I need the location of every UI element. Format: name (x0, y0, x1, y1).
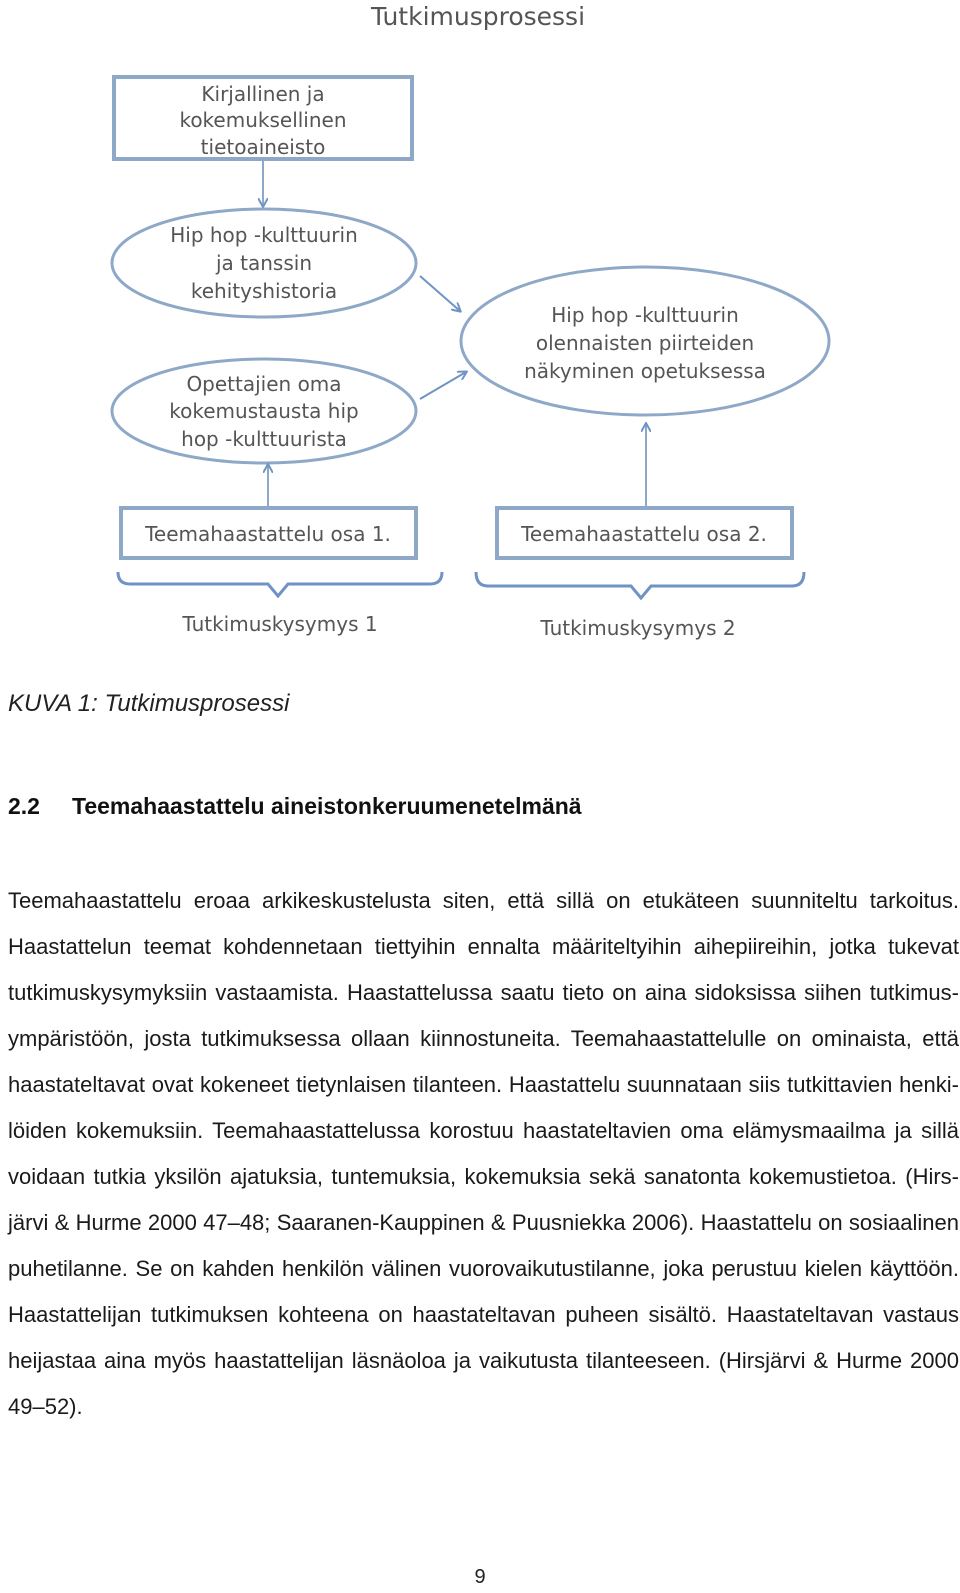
history-label-line3: kehityshistoria (190, 279, 338, 303)
research-question-2-label: Tutkimuskysymys 2 (540, 616, 736, 640)
source-material-label-line2: kokemuksellinen (179, 108, 347, 132)
history-label-line2: ja tanssin (215, 251, 313, 275)
history-label-line1: Hip hop -kulttuurin (170, 223, 358, 247)
figure-caption: KUVA 1: Tutkimusprosessi (8, 690, 290, 717)
interview-part2-label: Teemahaastattelu osa 2. (521, 522, 767, 546)
source-material-label-line3: tietoaineisto (200, 135, 326, 159)
result-label-line3: näkyminen opetuksessa (524, 359, 766, 383)
brace-question-1 (118, 572, 442, 596)
brace-question-2 (476, 572, 804, 598)
teachers-label-line3: hop -kulttuurista (181, 427, 347, 451)
section-number: 2.2 (8, 793, 40, 819)
source-material-label-line1: Kirjallinen ja (201, 82, 325, 106)
result-label-line1: Hip hop -kulttuurin (551, 303, 739, 327)
body-paragraph: Teemahaastattelu eroaa arkikeskustelusta siten, että sillä on etukäteen suunniteltu tarkoitus. Haastattelun teemat kohdennetaan tiettyihin ennalta määriteltyihin aihepiireihin, jotka tukevat tutkimuskysymyksiin vastaamista. Haastattelussa saatu tieto on aina sidoksissa siihen tutkimusympäristöön, josta tutkimuksessa ollaan kiinnostuneita. Teemahaastattelulle on ominaista, että haastateltavat ovat kokeneet tietynlaisen tilanteen. Haastattelu suunnataan siis tutkittavien henkilöiden kokemuksiin. Teemahaastattelussa korostuu haastateltavien oma elämysmaailma ja sillä voidaan tutkia yksilön ajatuksia, tuntemuksia, kokemuksia sekä sanatonta kokemustietoa. (Hirsjärvi & Hurme 2000 47–48; Saaranen-Kauppinen & Puusniekka 2006). Haastattelu on sosiaalinen puhetilanne. Se on kahden henkilön välinen vuorovaikutustilanne, joka perustuu kielen käyttöön. Haastattelijan tutkimuksen kohteena on haastateltavan puheen sisältö. Haastateltavan vastaus heijastaa aina myös haastattelijan läsnäoloa ja vaikutusta tilanteeseen. (Hirsjärvi & Hurme 2000 49–52). (8, 888, 959, 1419)
section-heading (8, 793, 582, 820)
research-process-diagram (0, 0, 960, 660)
page-number: 9 (474, 1566, 486, 1588)
result-label-line2: olennaisten piirteiden (535, 331, 755, 355)
research-question-1-label: Tutkimuskysymys 1 (182, 612, 378, 636)
diagram-canvas (0, 0, 960, 660)
teachers-label-line2: kokemustausta hip (169, 399, 359, 423)
arrow-teachers-to-result (420, 372, 466, 399)
diagram-title: Tutkimusprosessi (370, 2, 586, 31)
section-title: Teemahaastattelu aineistonkeruumenetelmänä (72, 793, 582, 819)
interview-part1-label: Teemahaastattelu osa 1. (145, 522, 391, 546)
arrow-history-to-result (420, 276, 460, 311)
teachers-label-line1: Opettajien oma (186, 372, 342, 396)
